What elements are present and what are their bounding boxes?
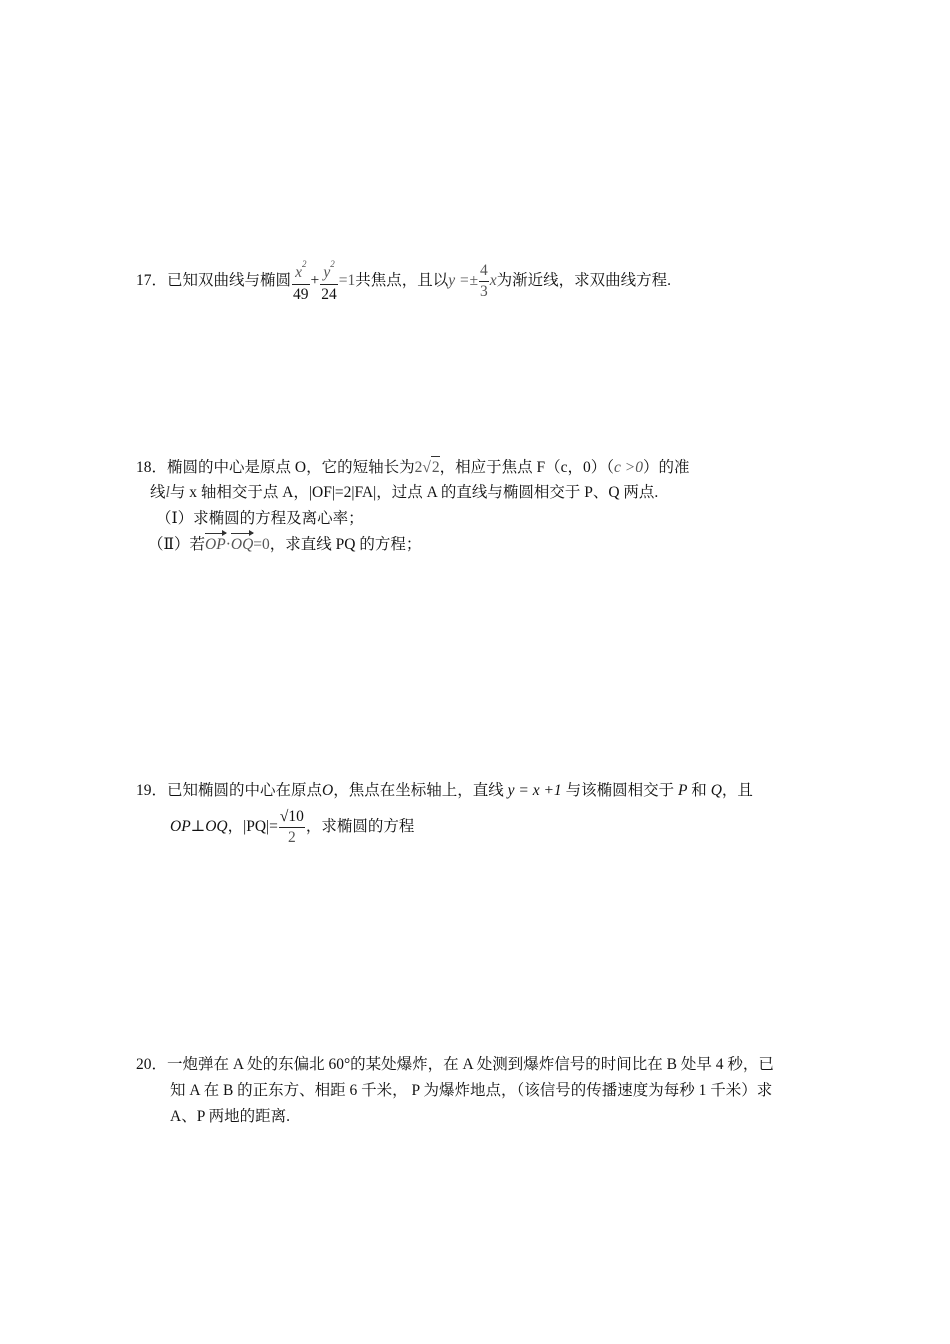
directrix-l: l	[165, 484, 170, 501]
problem-text: 知 A 在 B 的正东方、相距 6 千米， P 为爆炸地点，（该信号的传播速度为每秒 1 千米）求	[170, 1082, 773, 1099]
problem-text: （Ⅰ）求椭圆的方程及离心率；	[156, 510, 364, 527]
problem-number: 20．	[136, 1056, 168, 1073]
equals-zero: =0	[253, 536, 270, 553]
problem-18-part-2	[148, 534, 421, 556]
dot-product: ·	[225, 536, 231, 553]
problem-19-line-2	[170, 804, 414, 850]
perpendicular-condition: OP⊥OQ	[170, 818, 228, 835]
problem-text: 和	[691, 782, 707, 799]
problem-text: ，求椭圆的方程	[305, 818, 415, 835]
fraction-y2-over-24: $\frac{y^2}{24}$	[321, 259, 337, 303]
problem-text: 为渐近线，求双曲线方程.	[496, 272, 672, 289]
fraction-4-over-3: $\frac{4}{3}$	[480, 261, 488, 300]
problem-text: ）的准	[642, 459, 690, 476]
plus-sign: +	[310, 272, 320, 289]
problem-number: 19．	[136, 782, 168, 799]
problem-20-line-3	[170, 1106, 290, 1128]
variable-x: x	[489, 272, 497, 289]
point-p: P	[677, 782, 688, 799]
problem-text: 共焦点，且以	[355, 272, 449, 289]
problem-20-line-2	[170, 1080, 772, 1102]
problem-text: ，且	[721, 782, 753, 799]
point-q: Q	[710, 782, 722, 799]
problem-18-line-1	[136, 456, 689, 479]
problem-text: 一炮弹在 A 处的东偏北 60°的某处爆炸，在 A 处测到爆炸信号的时间比在 B 处早 4 秒，已	[167, 1056, 774, 1073]
asymptote-lhs: y =±	[448, 272, 479, 289]
problem-text: A、P 两地的距离.	[170, 1108, 290, 1125]
line-equation: y = x +1	[507, 782, 562, 799]
condition-c-positive: c >0	[614, 459, 643, 476]
problem-text: 与该椭圆相交于	[565, 782, 675, 799]
problem-text: （Ⅱ）若	[148, 536, 206, 553]
problem-text: 已知双曲线与椭圆	[167, 272, 292, 289]
problem-text: ，相应于焦点 F（c，0）（	[439, 459, 614, 476]
problem-text: 椭圆的中心是原点 O，它的短轴长为	[167, 459, 415, 476]
equals-one: =1	[338, 272, 356, 289]
short-axis-value: 2√2	[415, 459, 440, 476]
point-o: O	[322, 782, 334, 799]
problem-text: ，焦点在坐标轴上，直线	[333, 782, 504, 799]
problem-text: 已知椭圆的中心在原点	[167, 782, 323, 799]
problem-18-part-1	[156, 508, 364, 530]
problem-18-line-2	[150, 482, 658, 504]
problem-text: 线	[150, 484, 166, 501]
problem-19-line-1	[136, 780, 753, 802]
problem-number: 17．	[136, 272, 168, 289]
problem-text: ，|PQ|=	[227, 818, 278, 835]
problem-text: 与 x 轴相交于点 A，|OF|=2|FA|，过点 A 的直线与椭圆相交于 P、Q 两点.	[169, 484, 659, 501]
vector-oq: OQ	[231, 534, 253, 556]
fraction-x2-over-49: $\frac{x^2}{49}$	[293, 259, 309, 303]
fraction-sqrt10-over-2: $\frac{√10}{2}$	[279, 807, 304, 846]
vector-op: OP	[205, 534, 226, 556]
problem-20-line-1	[136, 1054, 774, 1076]
problem-17	[136, 256, 671, 306]
problem-text: ，求直线 PQ 的方程；	[269, 536, 422, 553]
problem-number: 18．	[136, 459, 168, 476]
